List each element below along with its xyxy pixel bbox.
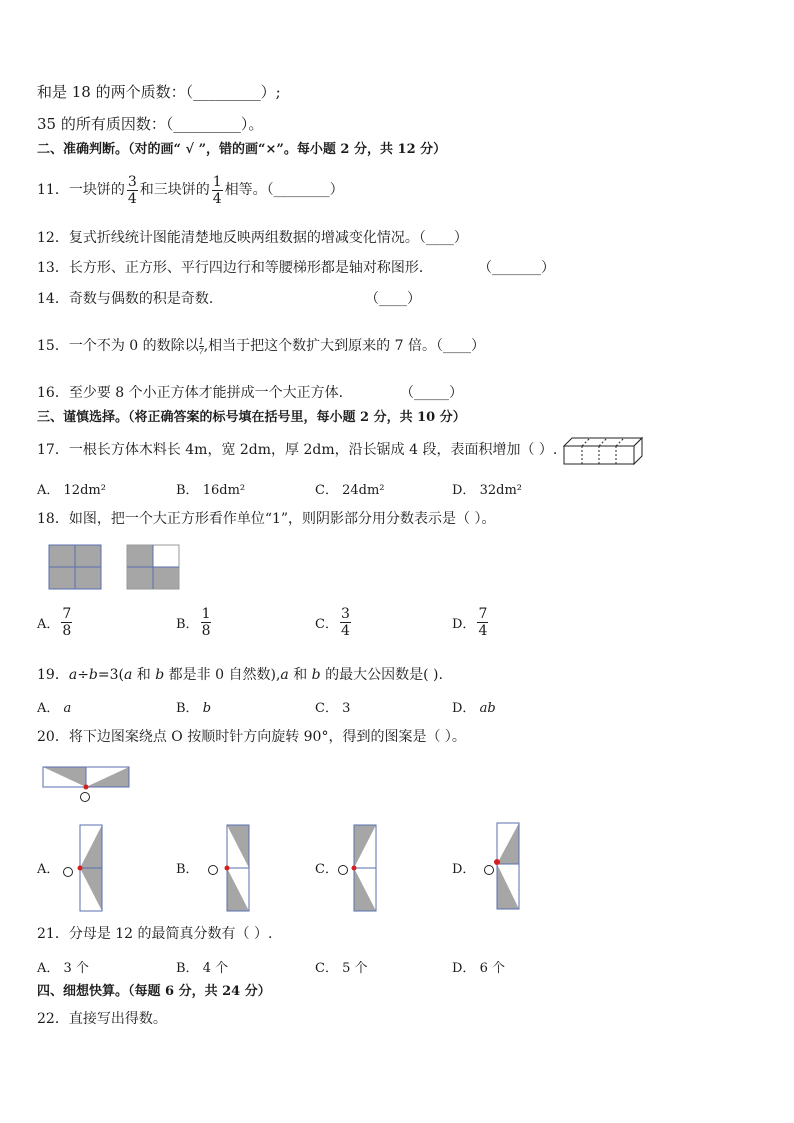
question-15: 15．一个不为 0 的数除以 $\frac{1}{7}$ ,相当于把这个数扩大到原来的 7 倍。（____）	[37, 336, 485, 356]
full-square-figure	[48, 544, 102, 590]
q18-option-b[interactable]: B． $\frac{1}{8}$	[176, 606, 211, 639]
q17-option-a[interactable]: A． 12dm²	[37, 483, 106, 498]
prime-sum-line: 和是 18 的两个质数：（_________）;	[37, 83, 281, 101]
q19-option-a[interactable]: A． a	[37, 701, 72, 716]
question-13: 13．长方形、正方形、平行四边行和等腰梯形都是轴对称图形．	[37, 260, 433, 276]
q21-option-c[interactable]: C． 5 个	[315, 961, 368, 976]
q17-option-b[interactable]: B． 16dm²	[176, 483, 246, 498]
three-quarter-square-figure	[126, 544, 180, 590]
question-12: 12．复式折线统计图能清楚地反映两组数据的增减变化情况。（____）	[37, 230, 468, 246]
fraction: $\frac{3}{4}$	[127, 173, 137, 207]
q19-option-b[interactable]: B． b	[176, 701, 212, 716]
question-14: 14．奇数与偶数的积是奇数．	[37, 291, 223, 307]
q17-option-d[interactable]: D． 32dm²	[452, 483, 522, 498]
section-4-heading: 四、细想快算。（每题 6 分，共 24 分）	[37, 984, 271, 999]
wood-block-figure	[562, 436, 644, 466]
q18-option-c[interactable]: C． $\frac{3}{4}$	[315, 606, 350, 639]
question-18: 18．如图，把一个大正方形看作单位“1”，则阴影部分用分数表示是（ ）。	[37, 511, 496, 527]
q17-option-c[interactable]: C． 24dm²	[315, 483, 385, 498]
question-22: 22．直接写出得数。	[37, 1011, 167, 1027]
q21-option-d[interactable]: D． 6 个	[452, 961, 505, 976]
question-16: 16．至少要 8 个小正方体才能拼成一个大正方体．	[37, 385, 353, 401]
section-3-heading: 三、谨慎选择。（将正确答案的标号填在括号里，每小题 2 分，共 10 分）	[37, 410, 466, 425]
q21-option-a[interactable]: A． 3 个	[37, 961, 89, 976]
q20-option-d-figure[interactable]	[480, 822, 524, 910]
q21-option-b[interactable]: B． 4 个	[176, 961, 229, 976]
q18-option-a[interactable]: A． $\frac{7}{8}$	[37, 606, 72, 639]
q20-option-c[interactable]: C．	[315, 862, 338, 877]
q20-option-b-figure[interactable]	[206, 824, 250, 912]
section-2-heading: 二、准确判断。（对的画“ √ ”，错的画“×”。每小题 2 分，共 12 分）	[37, 142, 447, 157]
q20-option-a-figure[interactable]	[62, 824, 104, 912]
fraction: $\frac{1}{4}$	[212, 173, 222, 207]
q20-option-d[interactable]: D．	[452, 862, 476, 877]
q20-option-b[interactable]: B．	[176, 862, 199, 877]
q19-option-d[interactable]: D． ab	[452, 701, 496, 716]
question-11: 11．一块饼的 $\frac{3}{4}$ 和三块饼的 $\frac{1}{4}$ 相等。（________）	[37, 173, 344, 207]
original-pattern-figure	[42, 766, 130, 804]
q19-option-c[interactable]: C． 3	[315, 701, 351, 716]
question-20: 20．将下边图案绕点 O 按顺时针方向旋转 90°，得到的图案是（ ）。	[37, 729, 466, 745]
question-13-blank: （_______）	[478, 260, 555, 276]
question-14-blank: （____）	[365, 291, 421, 307]
question-17: 17．一根长方体木料长 4m，宽 2dm，厚 2dm，沿长锯成 4 段，表面积增加（ ）.	[37, 442, 558, 458]
prime-factor-line: 35 的所有质因数：（_________）。	[37, 115, 264, 133]
q20-option-c-figure[interactable]	[336, 824, 380, 912]
question-21: 21．分母是 12 的最简真分数有（ ）.	[37, 926, 273, 942]
question-19: 19．a÷b=3(a 和 b 都是非 0 自然数),a 和 b 的最大公因数是( ).	[37, 667, 443, 683]
q18-option-d[interactable]: D． $\frac{7}{4}$	[452, 606, 488, 639]
small-fraction: $\frac{1}{7}$	[198, 336, 204, 356]
question-16-blank: （_____）	[400, 385, 463, 401]
q20-option-a[interactable]: A．	[37, 862, 60, 877]
